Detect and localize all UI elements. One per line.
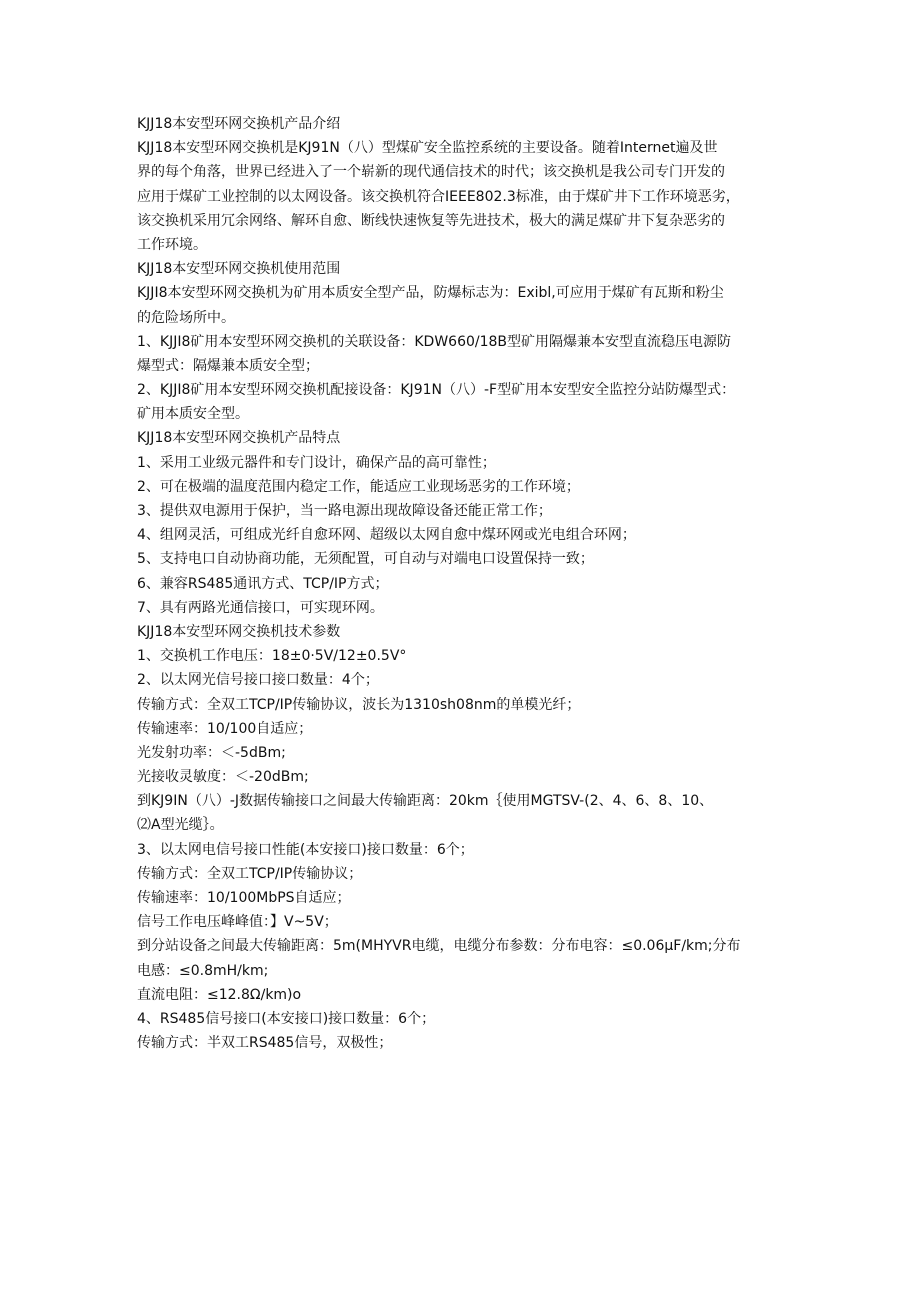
parameter-line-continuation: ⑵A型光缆｝。 — [137, 817, 224, 834]
parameter-line: 到分站设备之间最大传输距离：5m(MHYVR电缆，电缆分布参数：分布电容：≤0.06μF∕km;分布 — [137, 938, 741, 955]
parameter-line: 直流电阻：≤12.8Ω∕km)o — [137, 986, 302, 1003]
parameter-line: 光接收灵敏度：＜-20dBm; — [137, 769, 309, 786]
heading-technical-parameters: KJJ18本安型环网交换机技术参数 — [137, 623, 341, 640]
parameter-line: 到KJ9IN（八）-J数据传输接口之间最大传输距离：20km｛使用MGTSV-(2、4、6、8、10、 — [137, 793, 714, 810]
parameter-line: 信号工作电压峰峰值：】V~5V； — [137, 914, 338, 931]
list-item: 4、RS485信号接口(本安接口)接口数量：6个； — [137, 1010, 436, 1027]
list-item-continuation: 矿用本质安全型。 — [137, 406, 249, 423]
heading-product-intro: KJJ18本安型环网交换机产品介绍 — [137, 116, 341, 132]
paragraph-line: 该交换机采用冗余网络、解环自愈、断线快速恢复等先进技术，极大的满足煤矿井下复杂恶劣的 — [137, 212, 725, 229]
list-item: 6、兼容RS485通讯方式、TCP/IP方式； — [137, 575, 389, 592]
paragraph-line: 应用于煤矿工业控制的以太网设备。该交换机符合IEEE802.3标准，由于煤矿井下工作环境恶劣， — [137, 188, 740, 205]
paragraph-line: 工作环境。 — [137, 236, 207, 253]
parameter-line: 传输速率：10/100自适应； — [137, 720, 313, 737]
list-item: 5、支持电口自动协商功能，无须配置，可自动与对端电口设置保持一致； — [137, 551, 594, 568]
heading-usage-scope: KJJ18本安型环网交换机使用范围 — [137, 261, 341, 278]
list-item: 1、交换机工作电压：18±0·5V/12±0.5V° — [137, 648, 407, 665]
list-item: 2、以太网光信号接口接口数量：4个； — [137, 672, 379, 689]
parameter-line: 传输方式：全双工TCP/IP传输协议； — [137, 865, 363, 882]
list-item: 2、可在极端的温度范围内稳定工作，能适应工业现场恶劣的工作环境； — [137, 478, 580, 495]
paragraph-line: 的危险场所中。 — [137, 309, 235, 326]
list-item: 3、以太网电信号接口性能(本安接口)接口数量：6个； — [137, 841, 474, 858]
list-item: 3、提供双电源用于保护，当一路电源出现故障设备还能正常工作； — [137, 503, 552, 519]
list-item: 7、具有两路光通信接口，可实现环网。 — [137, 599, 384, 616]
document-body — [137, 112, 787, 1055]
list-item: 2、KJJI8矿用本安型环网交换机配接设备：KJ91N（八）-F型矿用本安型安全监控分站防爆型式： — [137, 382, 736, 399]
parameter-line: 光发射功率：＜-5dBm; — [137, 744, 286, 761]
parameter-line: 传输方式：全双工TCP/IP传输协议，波长为1310sh08nm的单模光纤； — [137, 696, 581, 713]
paragraph-line: KJJ18本安型环网交换机是KJ91N（八）型煤矿安全监控系统的主要设备。随着Internet遍及世 — [137, 140, 718, 157]
list-item-continuation: 爆型式：隔爆兼本质安全型； — [137, 357, 319, 374]
list-item: 1、KJJI8矿用本安型环网交换机的关联设备：KDW660/18B型矿用隔爆兼本安型直流稳压电源防 — [137, 333, 732, 350]
list-item: 4、组网灵活，可组成光纤自愈环网、超级以太网自愈中煤环网或光电组合环网； — [137, 527, 636, 544]
list-item: 1、采用工业级元器件和专门设计，确保产品的高可靠性； — [137, 454, 496, 471]
parameter-line: 传输方式：半双工RS485信号，双极性； — [137, 1035, 393, 1052]
parameter-line-continuation: 电感：≤0.8mH∕km; — [137, 962, 269, 979]
paragraph-line: KJJI8本安型环网交换机为矿用本质安全型产品，防爆标志为：Exibl,可应用于煤矿有瓦斯和粉尘 — [137, 285, 724, 302]
parameter-line: 传输速率：10/100MbPS自适应； — [137, 890, 351, 906]
paragraph-line: 界的每个角落，世界已经进入了一个崭新的现代通信技术的时代；该交换机是我公司专门开发的 — [137, 164, 725, 181]
heading-product-features: KJJ18本安型环网交换机产品特点 — [137, 430, 341, 447]
